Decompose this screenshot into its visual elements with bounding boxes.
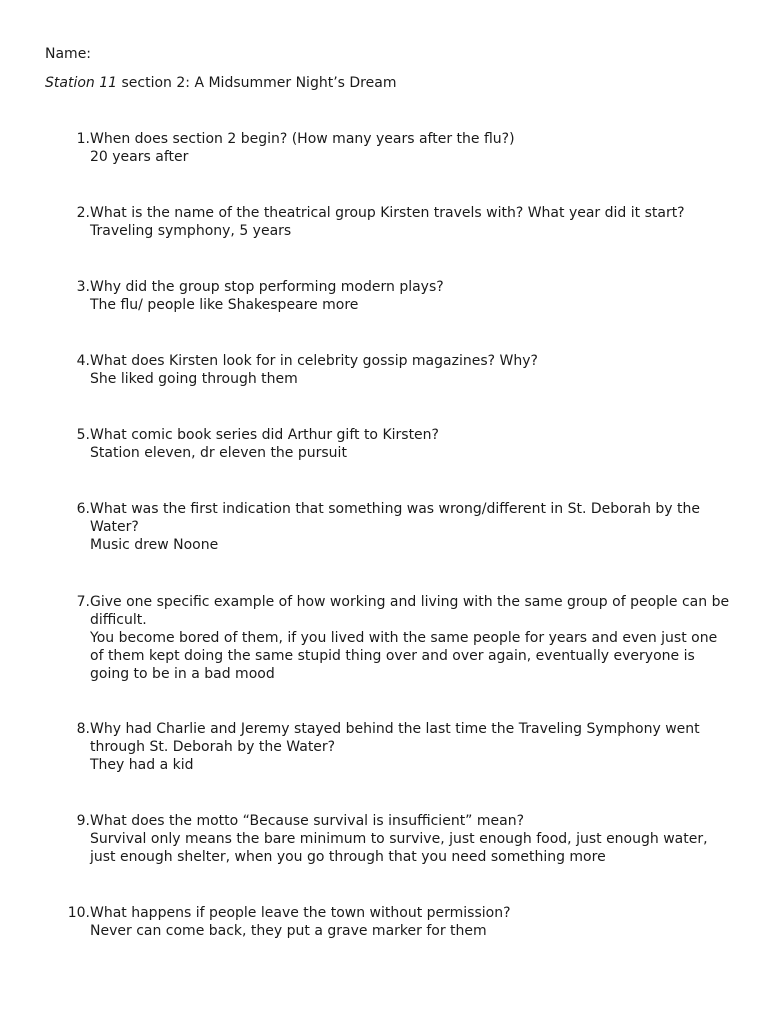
answer-text: Survival only means the bare minimum to survive, just enough food, just enough water, just enough shelter, when you go through that you need something more — [90, 831, 708, 865]
question-text: When does section 2 begin? (How many years after the flu?) — [90, 131, 515, 147]
question-number: 10. — [67, 905, 90, 921]
question-number: 2. — [76, 205, 90, 221]
question-number: 4. — [76, 353, 90, 369]
section-title: section 2: A Midsummer Night’s Dream — [117, 75, 397, 91]
question-item-2 — [64, 204, 734, 240]
answer-text: She liked going through them — [90, 371, 298, 387]
question-text: What happens if people leave the town without permission? — [90, 905, 511, 921]
question-item-8 — [64, 720, 734, 774]
question-text: What is the name of the theatrical group Kirsten travels with? What year did it start? — [90, 205, 685, 221]
question-item-7 — [64, 593, 734, 683]
question-item-10 — [64, 904, 734, 940]
worksheet-title — [45, 74, 396, 92]
name-label: Name: — [45, 46, 92, 62]
question-item-1 — [64, 130, 734, 166]
question-text: Give one specific example of how working and living with the same group of people can be difficult. — [90, 594, 730, 628]
answer-text: Never can come back, they put a grave marker for them — [90, 923, 487, 939]
question-number: 6. — [76, 501, 90, 517]
question-text: What does Kirsten look for in celebrity gossip magazines? Why? — [90, 353, 538, 369]
question-number: 1. — [76, 131, 90, 147]
answer-text: They had a kid — [90, 757, 194, 773]
question-item-5 — [64, 426, 734, 462]
question-text: What was the first indication that something was wrong/different in St. Deborah by the Water? — [90, 501, 700, 535]
answer-text: You become bored of them, if you lived with the same people for years and even just one of them kept doing the same stupid thing over and over again, eventually everyone is going to be in a bad mood — [90, 630, 718, 682]
answer-text: Station eleven, dr eleven the pursuit — [90, 445, 347, 461]
question-number: 7. — [76, 594, 90, 610]
question-item-4 — [64, 352, 734, 388]
question-text: What does the motto “Because survival is insufficient” mean? — [90, 813, 525, 829]
question-number: 9. — [76, 813, 90, 829]
question-number: 5. — [76, 427, 90, 443]
answer-text: Traveling symphony, 5 years — [90, 223, 292, 239]
question-number: 3. — [76, 279, 90, 295]
question-item-9 — [64, 812, 734, 866]
answer-text: The flu/ people like Shakespeare more — [90, 297, 359, 313]
book-title: Station 11 — [45, 75, 118, 91]
question-item-3 — [64, 278, 734, 314]
question-text: What comic book series did Arthur gift to Kirsten? — [90, 427, 439, 443]
answer-text: 20 years after — [90, 149, 189, 165]
question-item-6 — [64, 500, 734, 554]
question-number: 8. — [76, 721, 90, 737]
question-text: Why had Charlie and Jeremy stayed behind the last time the Traveling Symphony went through St. Deborah by the Water? — [90, 721, 700, 755]
question-text: Why did the group stop performing modern plays? — [90, 279, 444, 295]
answer-text: Music drew Noone — [90, 537, 219, 553]
